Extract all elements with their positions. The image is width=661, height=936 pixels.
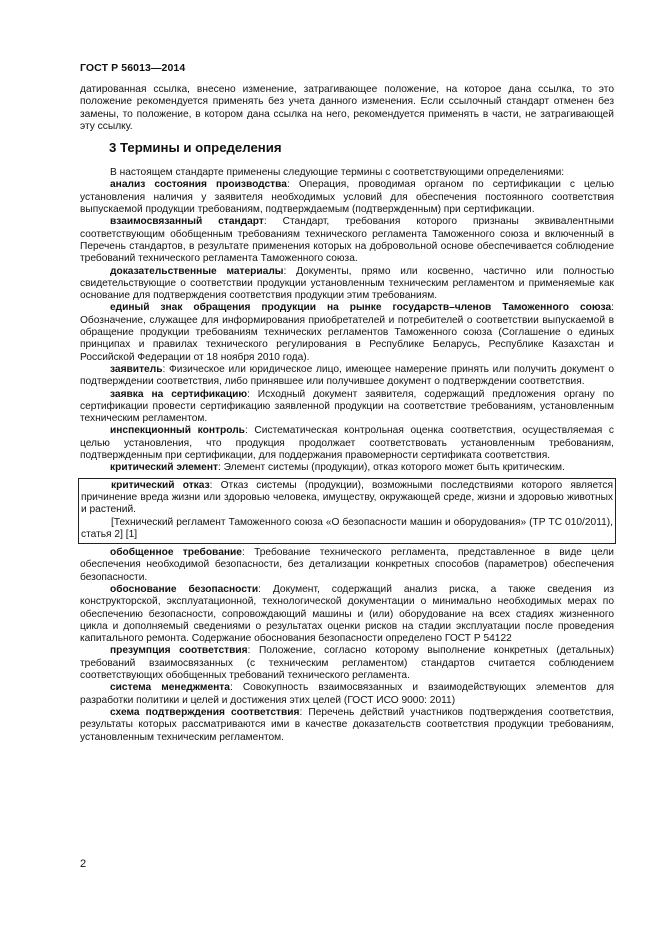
term-definition: : Исходный документ заявителя, содержащий предложения органу по сертификации провести сертификацию заявленной продукции на соответствие требованиям, установленным техническим регламентом.: [80, 388, 614, 425]
term-name: презумпция соответствия: [110, 645, 248, 657]
term-entry: [80, 302, 614, 363]
term-entry: [80, 707, 614, 744]
term-entry: [80, 216, 614, 265]
term-entry: [80, 389, 614, 426]
term-name: анализ состояния производства: [110, 179, 287, 191]
document-header: ГОСТ Р 56013—2014: [80, 62, 186, 74]
boxed-term: [78, 478, 616, 544]
term-definition: : Требование технического регламента, представленное в виде цели обеспечения необходимой безопасности, без детализации конкретных способов (параметров) обеспечения безопасности.: [80, 547, 614, 583]
term-name: доказательственные материалы: [110, 265, 284, 277]
term-name: инспекционный контроль: [110, 425, 245, 437]
term-definition: : Обозначение, служащее для информирования приобретателей и потребителей о соответствии выпускаемой в обращение продукции требованиям технических регламентов Таможенного союза (Соглашение о единых принципах и правилах технического регулирования в Республике Беларусь, Республике Казахстан и Российской Федерации от 18 ноября 2010 года).: [80, 302, 614, 363]
term-entry: [80, 179, 614, 216]
term-name: взаимосвязанный стандарт: [110, 216, 264, 228]
term-name: обобщенное требование: [110, 547, 242, 559]
term-definition: : Стандарт, требования которого признаны эквивалентными соответствующим обобщенным требованиям технического регламента Таможенного союза и включенный в Перечень стандартов, в результате применения которых на добровольной основе обеспечивается соблюдение требований технического регламента Таможенного союза.: [80, 216, 614, 265]
term-definition: : Систематическая контрольная оценка соответствия, осуществляемая с целью установления, что продукция продолжает соответствовать установленным требованиям, подтвержденным при сертификации, для поддержания правомерности сертификата соответствия.: [80, 425, 615, 462]
page-number: 2: [80, 858, 87, 870]
term-entry: [80, 425, 614, 462]
term-name: критический элемент: [110, 462, 218, 474]
term-entry: [80, 547, 614, 584]
term-definition: : Документ, содержащий анализ риска, а также сведения из конструкторской, эксплуатационной, технологической документации о минимально необходимых мерах по обеспечению безопасности, сопровождающий машины и (или) оборудование на всех стадиях жизненного цикла и дополняемый сведениями о результатах оценки рисков на стадии эксплуатации после проведения капитального ремонта. Содержание обоснования безопасности определено ГОСТ Р 54122: [80, 583, 614, 645]
section-title: 3 Термины и определения: [109, 140, 282, 156]
term-name: заявка на сертификацию: [110, 388, 248, 400]
term-definition: : Положение, согласно которому выполнение конкретных (детальных) требований взаимосвязанных (с техническим регламентом) стандартов считается соблюдением соответствующих обобщенных требований технического регламента.: [80, 645, 614, 682]
section-lead: В настоящем стандарте применены следующие термины с соответствующими определениями:: [110, 167, 565, 179]
term-name: система менеджмента: [110, 682, 230, 694]
term-entry: [80, 584, 614, 645]
term-name: обоснование безопасности: [110, 583, 259, 595]
term-entry: [80, 682, 614, 707]
term-name: заявитель: [110, 363, 163, 375]
intro-paragraph: датированная ссылка, внесено изменение, затрагивающее положение, на которое дана ссылка, то это положение рекомендуется применять без учета данного изменения. Если ссылочный стандарт отменен без замены, то положение, в котором дана ссылка на него, рекомендуется применять в части, не затрагивающей эту ссылку.: [80, 84, 614, 132]
term-reference: [Технический регламент Таможенного союза «О безопасности машин и оборудования» (ТР ТС 010/2011), статья 2] [1]: [81, 516, 613, 540]
term-definition: : Документы, прямо или косвенно, частично или полностью свидетельствующие о соответствии продукции установленным техническим регламентом и применяемые как основание для подтверждения соответствия продукции этим требованиям.: [80, 265, 614, 302]
term-entry: [81, 480, 613, 517]
term-definition: : Отказ системы (продукции), возможными последствиями которого является причинение вреда жизни или здоровью человека, имуществу, окружающей среде, жизни и здоровью животных и растений.: [81, 479, 613, 516]
page-content: [80, 84, 614, 744]
term-name: единый знак обращения продукции на рынке государств–членов Таможенного союза: [110, 302, 612, 314]
term-entry: [80, 266, 614, 303]
term-definition: : Операция, проводимая органом по сертификации с целью установления наличия у заявителя необходимых условий для обеспечения постоянного соответствия выпускаемой продукции требованиям, подтверждаемым (подтвержденным) при сертификации.: [80, 179, 614, 216]
term-entry: [80, 364, 614, 389]
term-name: критический отказ: [111, 479, 210, 491]
term-entry: [80, 645, 614, 682]
term-definition: : Физическое или юридическое лицо, имеющее намерение принять или получить документ о подтверждении соответствия, либо принявшее или получившее документ о подтверждении соответствия.: [80, 363, 614, 388]
term-name: схема подтверждения соответствия: [110, 706, 300, 718]
term-definition: : Совокупность взаимосвязанных и взаимодействующих элементов для разработки политики и целей и достижения этих целей (ГОСТ ИСО 9000: 2011): [80, 682, 614, 706]
term-definition: : Перечень действий участников подтверждения соответствия, результаты которых рассматриваются ими в качестве доказательств соответствия продукции требованиям, установленным техническим регламентом.: [80, 706, 614, 743]
term-entry: [80, 462, 614, 474]
term-definition: : Элемент системы (продукции), отказ которого может быть критическим.: [218, 462, 565, 474]
